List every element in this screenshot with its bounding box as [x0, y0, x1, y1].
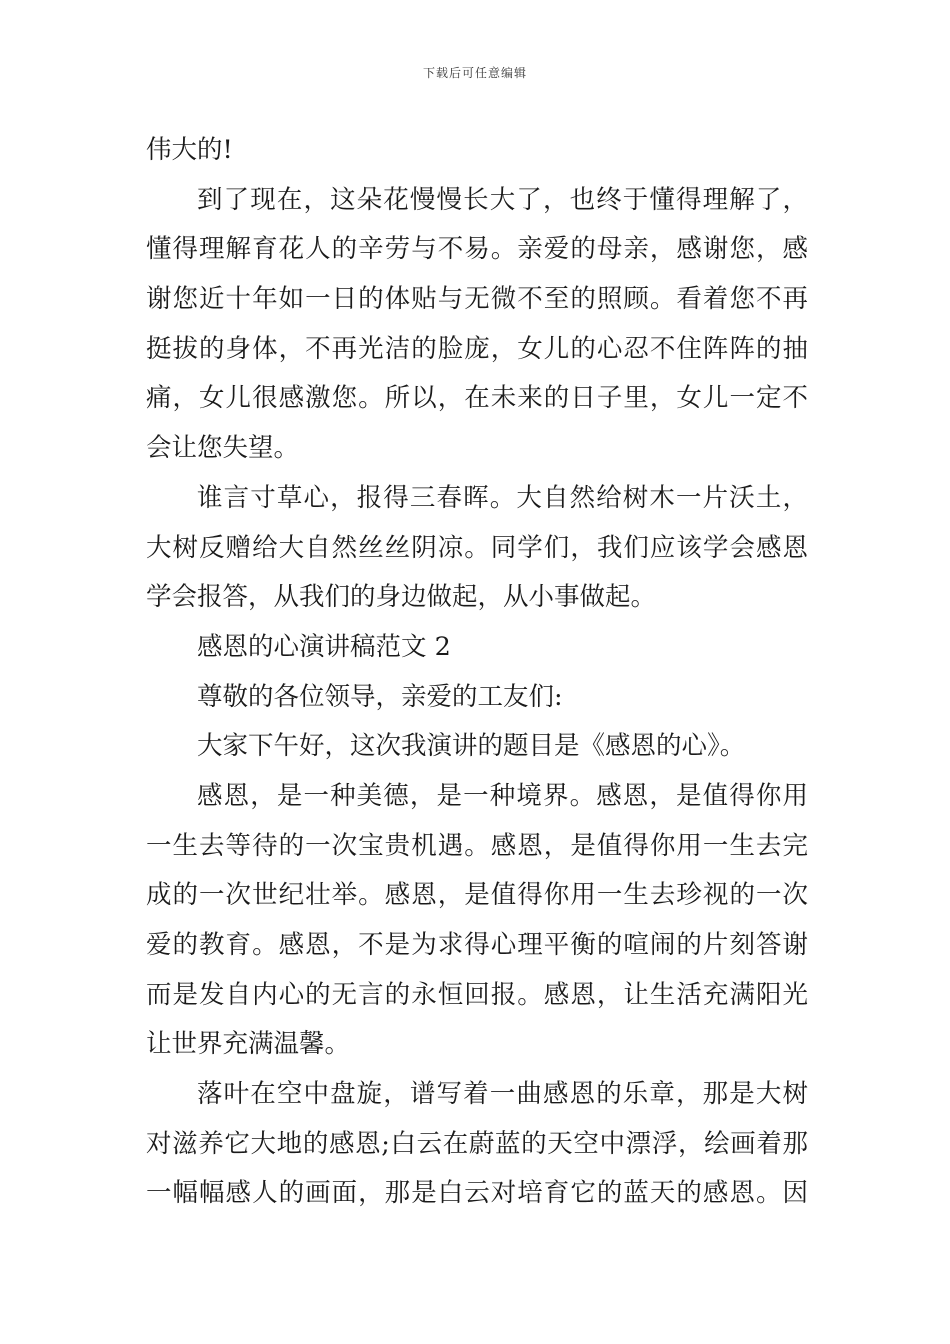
- text-line: 爱的教育。感恩，不是为求得心理平衡的喧闹的片刻答谢: [146, 930, 808, 960]
- text-line: 谢您近十年如一日的体贴与无微不至的照顾。看着您不再: [146, 284, 808, 315]
- text-line: 学会报答，从我们的身边做起，从小事做起。: [146, 582, 657, 613]
- text-line: 对滋养它大地的感恩;白云在蔚蓝的天空中漂浮，绘画着那: [146, 1128, 808, 1159]
- text-line: 到了现在，这朵花慢慢长大了，也终于懂得理解了，: [197, 184, 808, 215]
- section-heading: 感恩的心演讲稿范文 2: [197, 631, 451, 662]
- salutation: 尊敬的各位领导，亲爱的工友们:: [197, 681, 563, 712]
- text-line: 成的一次世纪壮举。感恩，是值得你用一生去珍视的一次: [146, 880, 808, 911]
- text-line: 会让您失望。: [146, 433, 300, 464]
- text-line: 而是发自内心的无言的永恒回报。感恩，让生活充满阳光: [146, 979, 808, 1010]
- body-text: [146, 126, 808, 1219]
- text-line: 懂得理解育花人的辛劳与不易。亲爱的母亲，感谢您，感: [146, 234, 808, 265]
- text-line: 大家下午好，这次我演讲的题目是《感恩的心》。: [197, 731, 746, 762]
- text-line: 挺拔的身体，不再光洁的脸庞，女儿的心忍不住阵阵的抽: [146, 333, 808, 364]
- text-line: 大树反赠给大自然丝丝阴凉。同学们，我们应该学会感恩: [146, 532, 808, 563]
- text-line: 感恩，是一种美德，是一种境界。感恩，是值得你用: [197, 780, 808, 811]
- text-line: 一生去等待的一次宝贵机遇。感恩，是值得你用一生去完: [146, 830, 808, 861]
- text-line: 谁言寸草心，报得三春晖。大自然给树木一片沃土，: [197, 482, 808, 513]
- text-line: 让世界充满温馨。: [146, 1029, 351, 1060]
- text-line: 伟大的!: [146, 135, 233, 165]
- page-header: 下载后可任意编辑: [422, 66, 527, 80]
- text-line: 落叶在空中盘旋，谱写着一曲感恩的乐章，那是大树: [197, 1079, 808, 1110]
- text-line: 一幅幅感人的画面，那是白云对培育它的蓝天的感恩。因: [146, 1178, 808, 1209]
- text-line: 痛，女儿很感激您。所以，在未来的日子里，女儿一定不: [146, 383, 808, 414]
